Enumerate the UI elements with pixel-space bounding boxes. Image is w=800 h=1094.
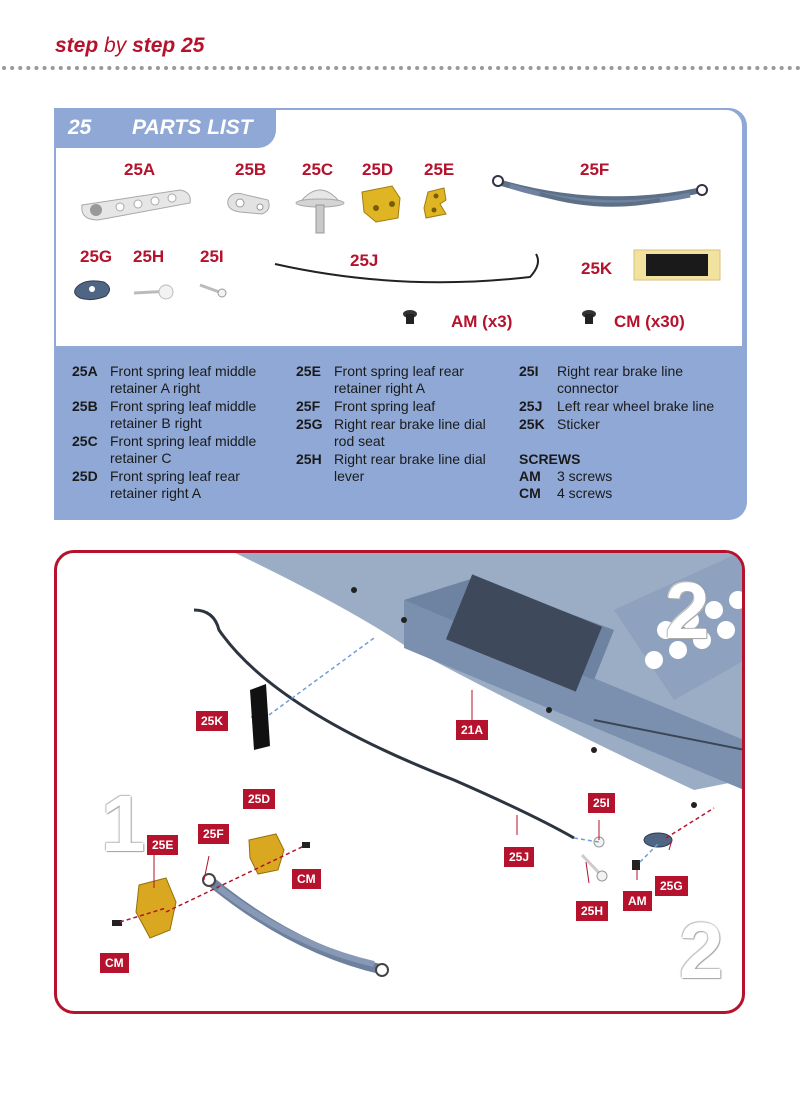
part-label-am: AM (x3) — [451, 312, 513, 331]
desc-text: Right rear brake line connector — [557, 363, 684, 396]
desc-text: Left rear wheel brake line — [557, 398, 715, 414]
assembly-panel — [54, 550, 745, 1014]
parts-list-title: PARTS LIST — [132, 116, 253, 139]
part-label-25j: 25J — [350, 251, 379, 270]
tag-25d: 25D — [243, 789, 275, 809]
step-marker-1: 1 — [101, 779, 146, 868]
tag-am: AM — [623, 891, 652, 911]
desc-text: Right rear brake line dial lever — [334, 451, 486, 484]
step-marker-2-bottom: 2 — [679, 906, 724, 995]
desc-text: Front spring leaf rear retainer right A — [334, 363, 464, 396]
desc-code: 25B — [72, 398, 98, 414]
screw-am-image — [403, 310, 417, 324]
step-number: 25 — [181, 34, 205, 57]
desc-code: AM — [519, 468, 541, 484]
part-25k-image — [634, 250, 720, 280]
step-word: step — [132, 34, 176, 57]
part-25e-image — [424, 188, 446, 218]
part-label-cm: CM (x30) — [614, 312, 685, 331]
desc-code: 25K — [519, 416, 545, 432]
desc-code: 25G — [296, 416, 323, 432]
desc-text: Front spring leaf middle retainer A right — [110, 363, 257, 396]
part-25c-image — [296, 190, 344, 233]
part-label-25c: 25C — [302, 160, 334, 179]
part-label-25e: 25E — [424, 160, 455, 179]
desc-code: 25J — [519, 398, 543, 414]
part-label-25b: 25B — [235, 160, 267, 179]
part-25h-image — [134, 285, 173, 299]
tag-25e: 25E — [147, 835, 178, 855]
step-prefix: step — [55, 34, 99, 57]
desc-code: 25A — [72, 363, 98, 379]
part-25d-image — [362, 186, 400, 222]
lever-25h — [582, 855, 607, 881]
part-25j-image — [275, 254, 538, 282]
part-label-25d: 25D — [362, 160, 394, 179]
tag-25f: 25F — [198, 824, 229, 844]
desc-code: 25F — [296, 398, 321, 414]
desc-text: Front spring leaf middle retainer C — [110, 433, 257, 466]
retainer-25e — [136, 878, 176, 938]
part-label-25h: 25H — [133, 247, 165, 266]
tag-cm-left: CM — [100, 953, 129, 973]
part-25f-image — [493, 176, 707, 205]
leaf-spring-25f — [203, 874, 388, 976]
sticker-25k — [250, 684, 270, 750]
desc-code: 25H — [296, 451, 322, 467]
desc-code: 25C — [72, 433, 98, 449]
tag-25h: 25H — [576, 901, 608, 921]
tag-21a: 21A — [456, 720, 488, 740]
tag-25k: 25K — [196, 711, 228, 731]
screw-cm-image — [582, 310, 596, 324]
parts-illustrations — [0, 0, 800, 350]
desc-text: 4 screws — [557, 485, 613, 501]
desc-text: Front spring leaf middle retainer B right — [110, 398, 257, 431]
part-25b-image — [228, 193, 269, 214]
tag-25j: 25J — [504, 847, 534, 867]
step-marker-2-top: 2 — [665, 566, 710, 655]
screws-title: SCREWS — [519, 451, 581, 467]
desc-code: 25I — [519, 363, 539, 379]
screw-am-icon — [632, 860, 640, 870]
desc-code: 25E — [296, 363, 321, 379]
desc-code: CM — [519, 485, 541, 501]
desc-text: Front spring leaf — [334, 398, 436, 414]
part-label-25i: 25I — [200, 247, 224, 266]
desc-text: Front spring leaf rear retainer right A — [110, 468, 240, 501]
part-25i-image — [200, 285, 226, 297]
tag-25g: 25G — [655, 876, 688, 896]
desc-text: 3 screws — [557, 468, 613, 484]
tag-25i: 25I — [588, 793, 615, 813]
screw-cm-right-icon — [302, 842, 310, 848]
part-label-25a: 25A — [124, 160, 156, 179]
retainer-25d — [249, 834, 284, 874]
part-label-25g: 25G — [80, 247, 113, 266]
parts-tab-number: 25 — [68, 116, 92, 139]
part-label-25f: 25F — [580, 160, 610, 179]
assembly-illustration — [54, 550, 745, 1014]
desc-text: Right rear brake line dial rod seat — [334, 416, 486, 449]
step-by: by — [104, 34, 127, 57]
part-25a-image — [82, 190, 190, 220]
tag-cm-right: CM — [292, 869, 321, 889]
part-label-25k: 25K — [581, 259, 613, 278]
desc-text: Sticker — [557, 416, 600, 432]
screw-cm-left-icon — [112, 920, 122, 926]
desc-code: 25D — [72, 468, 98, 484]
part-25g-image — [75, 281, 110, 300]
